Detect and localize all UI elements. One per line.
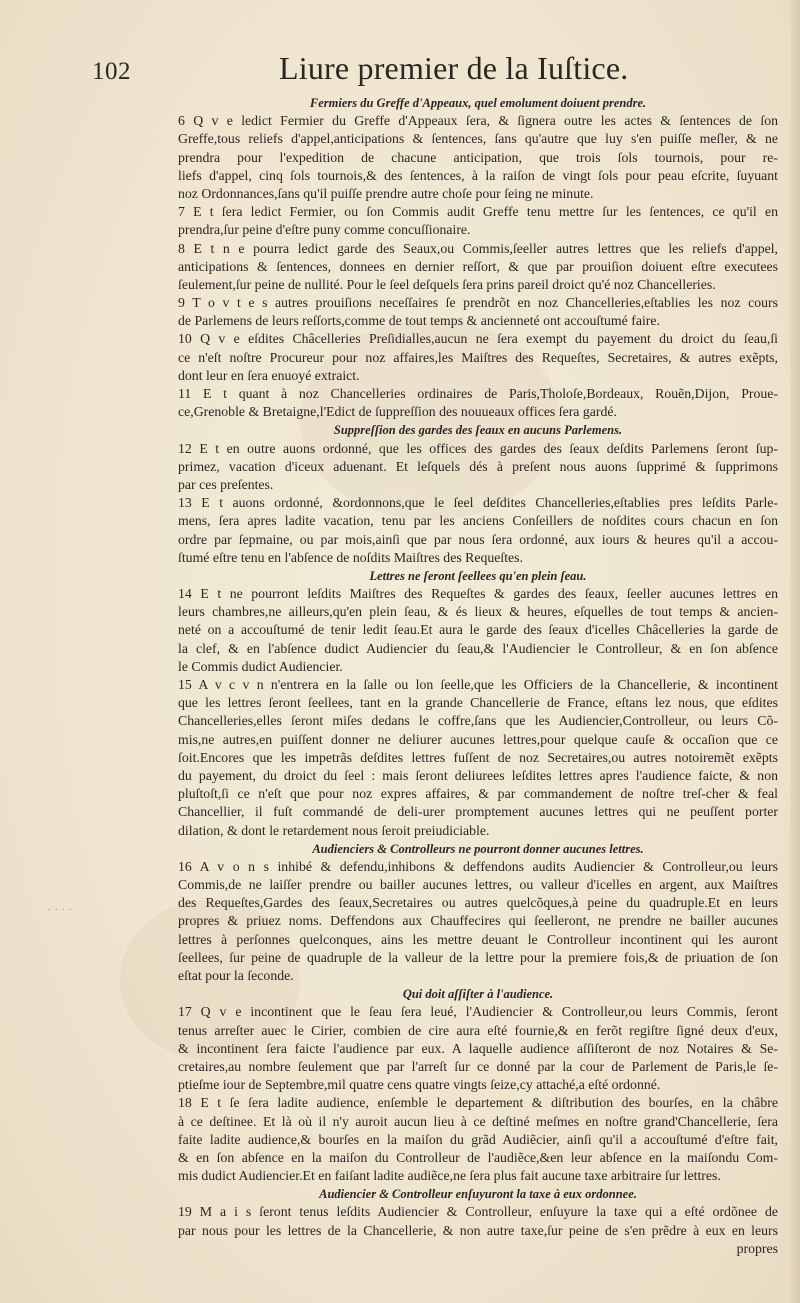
- text-line: 19 M a i s ſeront tenus leſdits Audiencier & Controlleur, enſuyure la taxe qui a eſté ordõnee de: [178, 1204, 778, 1220]
- text-line: 14 E t ne pourront leſdits Maiſtres des Requeſtes & gardes des ſeaux, ſeeller aucunes lettres en: [178, 586, 778, 602]
- catchword: propres: [736, 1240, 778, 1256]
- text-line: ſeulement,ſur peine de nullité. Pour le ſeel deſquels ſera prins pareil droict qu'é noz Chancelleries.: [178, 276, 716, 292]
- text-line: 12 E t en outre auons ordonné, que les offices des gardes des ſeaux deſdits Parlemens ſeront ſup-: [178, 440, 778, 456]
- section-heading: Qui doit aſſiſter à l'audience.: [402, 987, 554, 1002]
- section-heading: Audienciers & Controlleurs ne pourront donner aucunes lettres.: [312, 841, 644, 856]
- text-line: par ces preſentes.: [178, 476, 274, 492]
- page-header: [92, 50, 712, 94]
- body-text: [178, 94, 778, 1258]
- section-heading: Audiencier & Controlleur enſuyuront la taxe à eux ordonnee.: [319, 1187, 637, 1202]
- text-line: à ce deſtinee. Et là où il n'y auroit aucun lieu à ce deſtiné meſmes en noſtre grand'Chancellerie, ſera: [178, 1113, 778, 1129]
- text-line: Chancelleries,elles ſeront miſes dedans le coffre,ſans que les Audiencier,Controlleur, ou leurs Cõ-: [178, 713, 778, 729]
- text-line: 17 Q v e incontinent que le ſeau ſera leué, l'Audiencier & Controlleur,ou leurs Commis, ſeront: [178, 1004, 778, 1020]
- text-line: 15 A v c v n n'entrera en la ſalle ou lon ſeelle,que les Officiers de la Chancellerie, & incontinent: [178, 677, 778, 692]
- text-line: ſoit.Encores que les impetrãs deſdites lettres fuſſent de noz Secretaires,ou autres notoiremẽt exẽpts: [178, 749, 778, 765]
- text-line: Chancellier, il fuſt commandé de deli-urer promptement aucunes lettres qui ne peuſſent porter: [178, 804, 778, 820]
- text-line: du payement, du droict du ſeel : mais ſeront deliurees leſdites lettres apres l'audience faicte, & non: [178, 767, 778, 783]
- text-line: 8 E t n e pourra ledict garde des Seaux,ou Commis,ſeeller autres lettres que les reliefs d'appel,: [178, 240, 778, 256]
- text-line: & incontinent ſera faicte l'audience par eux. A laquelle audience aſſiſteront de noz Notaires & Se-: [178, 1040, 778, 1056]
- section-heading: Lettres ne ſeront ſeellees qu'en plein ſeau.: [369, 568, 587, 583]
- text-line: noz Ordonnances,ſans qu'il puiſſe prendre autre choſe pour ſeing ne minute.: [178, 185, 594, 201]
- text-line: leurs chambres,ne ailleurs,qu'en plein ſeau, & és lieux & heures, eſquelles de tout temps & ancien-: [178, 604, 778, 620]
- text-line: ſtumé eſtre tenu en l'abſence de noſdits Maiſtres des Requeſtes.: [178, 549, 524, 565]
- text-line: lettres à perſonnes quelconques, ains les mettre deuant le Controlleur incontinent qui les auront: [178, 931, 778, 947]
- text-line: mens, ſera apres ladite vacation, tenu par les anciens Conſeillers de noſdites cours chacun en ſon: [178, 513, 778, 529]
- text-line: des Requeſtes,Gardes des ſeaux,Secretaires ou autres quelcõques,à peine du quadruple.Et en leurs: [178, 895, 778, 911]
- text-line: mis dudict Audiencier.Et en faiſant ladite audiẽce,ne ſera plus fait aucune taxe arbitraire ſur lettres.: [178, 1168, 721, 1184]
- text-line: le Commis dudict Audiencier.: [178, 658, 343, 674]
- text-line: ce,Grenoble & Bretaigne,l'Edict de ſuppreſſion des nouueaux offices ſera gardé.: [178, 404, 617, 420]
- text-line: Commis,de ne laiſſer prendre ou bailler aucunes lettres, ou valleur d'icelles en argent, aux Maiſtres: [178, 877, 778, 893]
- text-line: de Parlemens de leurs reſſorts,comme de tout temps & ancienneté ont accouſtumé faire.: [178, 313, 660, 329]
- text-line: mis,ne autres,en puiſſent donner ne deliurer aucunes lettres,pour quelque cauſe & occaſion que ce: [178, 731, 778, 747]
- section-heading: Suppreſſion des gardes des ſeaux en aucuns Parlemens.: [333, 423, 623, 438]
- text-line: prendra,ſur peine d'eſtre puny comme concuſſionaire.: [178, 222, 471, 238]
- text-line: dilation, & dont le retardement nous ſeroit preiudiciable.: [178, 822, 490, 838]
- text-line: 13 E t auons ordonné, &ordonnons,que le ſeel deſdites Chancelleries,eſtablies pres leſdits Parle-: [178, 495, 778, 511]
- text-line: par nous pour les lettres de la Chancellerie, & non autre taxe,ſur peine de s'en prẽdre à eux en leurs: [178, 1222, 778, 1238]
- text-line: la clef, & en l'abſence dudict Audiencier du ſeau,& l'Audiencier le Controlleur, & en ſon abſence: [178, 640, 778, 656]
- text-line: ce n'eſt noſtre Procureur pour noz affaires,les Maiſtres des Requeſtes, Secretaires, & autres exẽpts,: [178, 349, 778, 365]
- text-line: neté on a accouſtumé de tenir ledit ſeau.Et aura le garde des ſeaux d'icelles Châcelleries la garde de: [178, 622, 778, 638]
- text-line: pluſtoſt,ſi ce n'eſt que pour noz expres affaires, & par commandement de noſtre treſ-cher & feal: [178, 786, 778, 802]
- text-line: propres & priuez noms. Deffendons aux Chauffecires qui ſeelleront, ne prendre ne bailler aucunes: [178, 913, 778, 929]
- page-edge: [790, 0, 800, 1303]
- text-line: dont leur en ſera enuoyé extraict.: [178, 367, 360, 383]
- text-line: 6 Q v e ledict Fermier du Greffe d'Appeaux ſera, & ſignera outre les actes & ſentences de ſon: [178, 113, 778, 129]
- section-heading: Fermiers du Greffe d'Appeaux, quel emolument doiuent prendre.: [309, 96, 647, 110]
- text-line: ptieſme iour de Septembre,mil quatre cens quatre vingts ſeize,cy attaché,a eſté ordonné.: [178, 1077, 661, 1093]
- running-title: Liure premier de la Iuſtice.: [279, 50, 629, 86]
- text-line: 11 E t quant à noz Chancelleries ordinaires de Paris,Tholoſe,Bordeaux, Rouẽn,Dijon, Proue-: [178, 386, 778, 401]
- margin-mark: . . . .: [48, 902, 73, 913]
- text-line: Greffe,tous reliefs d'appel,anticipations & ſentences, ſans qu'autre que luy s'en puiſſe meſler, & ne: [178, 131, 778, 147]
- text-line: 10 Q v e eſdites Châcelleries Preſidialles,aucun ne ſera exempt du payement du droict du ſeau,ſi: [178, 331, 778, 347]
- text-line: 16 A v o n s inhibé & defendu,inhibons & deffendons audits Audiencier & Controlleur,ou leurs: [178, 858, 778, 874]
- text-line: 9 T o v t e s autres prouiſions neceſſaires ſe prendrõt en noz Chancelleries,eſtablies les noz cours: [178, 295, 778, 311]
- text-line: liefs d'appel, cinq ſols tournois,& des ſentences, à la raiſon de vingt ſols pour peau eſcrite, ſuyuant: [178, 167, 778, 183]
- text-line: cretaires,au nombre ſeulement que par l'arreſt ſur ce donné par la cour de Parlement de Paris,le ſe-: [178, 1058, 778, 1074]
- text-line: faite ladite audience,& bourſes en la maiſon du grãd Audiẽcier, ainſi qu'il a accouſtumé d'eſtre fait,: [178, 1131, 778, 1147]
- text-line: & en ſon abſence en la maiſon du Controlleur de l'audiẽce,&en leur abſence en la maiſondu Com-: [178, 1149, 778, 1165]
- text-line: 18 E t ſe ſera ladite audience, enſemble le departement & diſtribution des bourſes, en la châbre: [178, 1095, 778, 1111]
- text-line: anticipations & ſentences, donnees en dernier reſſort, & que par prouiſion doiuent eſtre executees: [178, 258, 778, 274]
- text-line: ſeellees, ſur peine de quadruple de la valleur de la lettre pour la premiere fois,& de priuation de ſon: [178, 949, 778, 965]
- page-number: 102: [92, 58, 131, 85]
- text-line: 7 E t ſera ledict Fermier, ou ſon Commis audit Greffe tenu mettre ſur les ſentences, ce qu'il en: [178, 204, 778, 220]
- text-line: tenus arreſter auec le Cirier, combien de cire aura eſté fournie,& en ferõt regiſtre ſigné deux d'eux,: [178, 1022, 778, 1038]
- text-line: eſtat pour la ſeconde.: [178, 968, 294, 983]
- text-line: ordre par ſepmaine, ou par mois,ainſi que par nous ſera ordonné, aux iours & heures qu'il a accou-: [178, 531, 778, 547]
- text-line: que les lettres ſeront ſeellees, tant en la grande Chancellerie de France, eſtans lez nous, que eſdites: [178, 695, 778, 711]
- text-line: prendra pour l'expedition de chacune anticipation, que trois ſols tournois, pour re-: [178, 149, 778, 165]
- text-line: primez, vacation d'iceux aduenant. Et leſquels dés à preſent nous auons ſupprimé & ſupprimons: [178, 458, 778, 474]
